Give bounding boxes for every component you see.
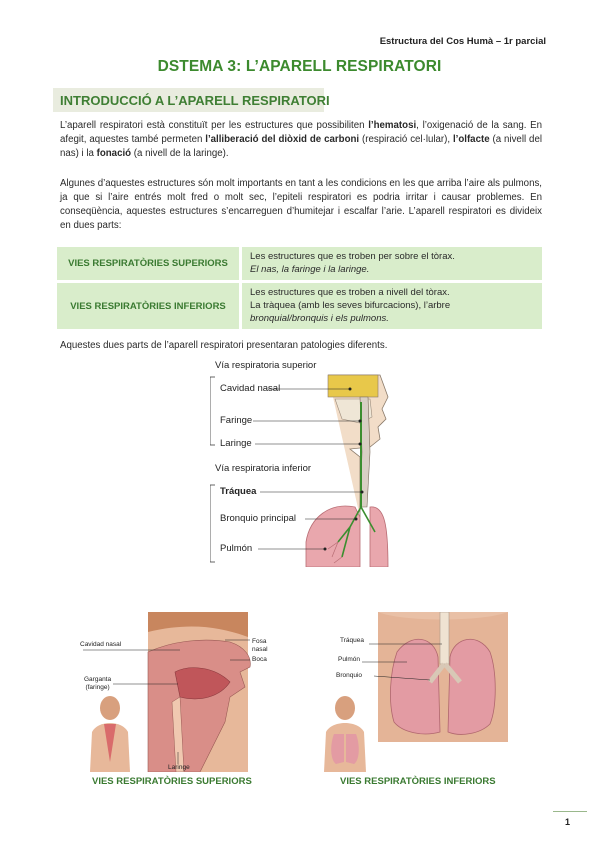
label-laringe: Laringe: [220, 438, 252, 449]
respiratory-parts-table: [57, 244, 542, 332]
upper-airways-art: [80, 612, 280, 772]
label-laringe-left: Laringe: [168, 764, 190, 771]
structures-paragraph: Algunes d’aquestes estructures són molt importants en tant a les condicions en les que arriba l’aire als pulmons, ja que si l’aire entrés molt fred o molt sec, l’epiteli respiratori es podria irritar i causar problemes. En conseqüència, aquestes estructures s’encarreguen d’humitejar i escalfar l’arie. L’aparell respiratori es divideix en dues parts:: [60, 178, 542, 231]
part-name-lower: VIES RESPIRATÒRIES INFERIORS: [57, 283, 239, 329]
label-faringe: Faringe: [220, 415, 253, 426]
upper-airway-heading: Vía respiratoria superior: [215, 360, 317, 371]
label-bronquio: Bronquio principal: [220, 513, 297, 524]
lower-airways-art: [322, 612, 522, 772]
lower-airway-heading: Vía respiratoria inferior: [215, 463, 312, 474]
table-row: [57, 247, 542, 280]
label-traquea-right: Tráquea: [340, 637, 364, 644]
caption-upper-airways: VIES RESPIRATÒRIES SUPERIORS: [92, 776, 252, 787]
label-traquea: Tráquea: [220, 486, 257, 497]
label-fosa-nasal: Fosa nasal: [252, 638, 268, 653]
table-row: [57, 283, 542, 329]
document-title: DSTEMA 3: L’APARELL RESPIRATORI: [157, 58, 442, 75]
label-bronquio-right: Bronquio: [336, 672, 363, 679]
lower-airways-illustration: [322, 612, 522, 772]
page-number: 1: [565, 817, 571, 827]
label-pulmon-right: Pulmón: [338, 656, 361, 663]
part-description-lower: Les estructures que es troben a nivell del tòrax. La tràquea (amb les seves bifurcacions), l’arbre bronquial/bronquis i els pulmons.: [239, 283, 542, 329]
label-pulmon: Pulmón: [220, 543, 253, 554]
upper-airways-illustration: [80, 612, 280, 772]
label-garganta: Garganta (faringe): [84, 676, 112, 691]
label-cavidad-nasal-left: Cavidad nasal: [80, 641, 122, 648]
airway-diagram: [210, 357, 400, 567]
footer-divider: [553, 811, 587, 812]
label-cavidad-nasal: Cavidad nasal: [220, 383, 281, 394]
pathology-paragraph: Aquestes dues parts de l’aparell respiratori presentaran patologies diferents.: [60, 340, 388, 351]
document-header: Estructura del Cos Humà – 1r parcial: [379, 36, 546, 47]
intro-paragraph: L’aparell respiratori està constituït per les estructures que possibiliten l’hematosi, l’oxigenació de la sang. En afegit, aquestes també permeten l’alliberació del diòxid de carboni (respiració cel·lular), l’olfacte (a nivell del nas) i la fonació (a nivell de la laringe).: [60, 120, 542, 159]
caption-lower-airways: VIES RESPIRATÒRIES INFERIORS: [340, 776, 496, 787]
part-description-upper: Les estructures que es troben per sobre el tòrax. El nas, la faringe i la laringe.: [239, 247, 542, 280]
section-title: INTRODUCCIÓ A L’APARELL RESPIRATORI: [60, 93, 330, 108]
part-name-upper: VIES RESPIRATÒRIES SUPERIORS: [57, 247, 239, 280]
label-boca: Boca: [252, 656, 267, 663]
